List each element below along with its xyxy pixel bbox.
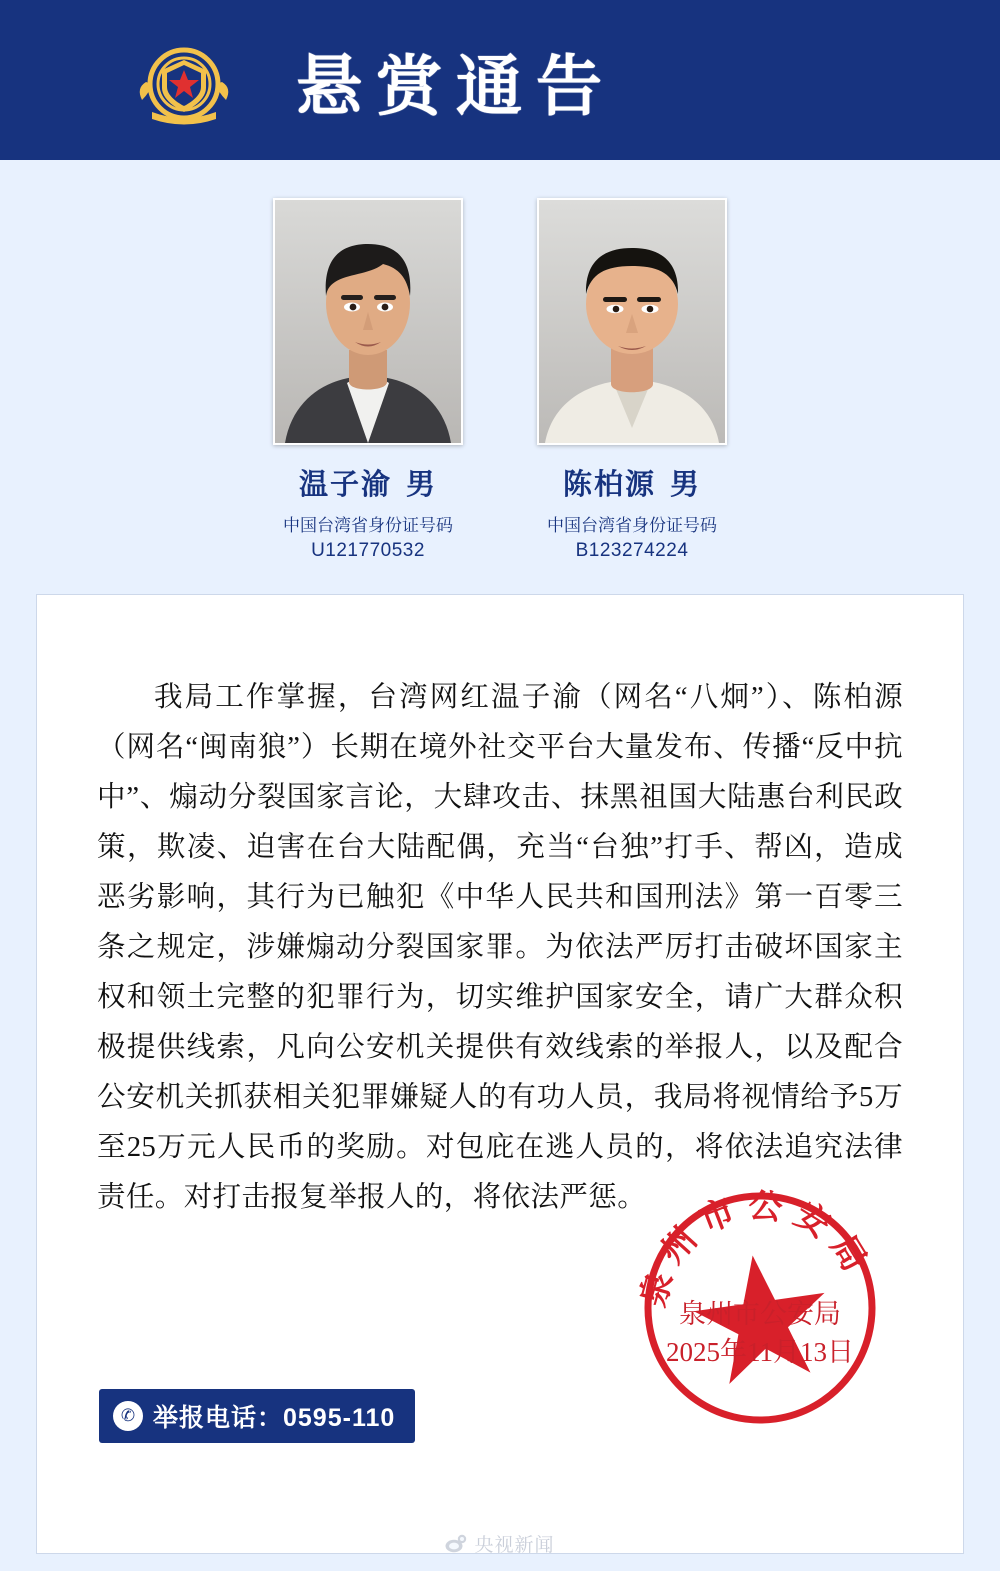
suspect-gender: 男 — [670, 469, 702, 501]
suspect-name: 陈柏源 — [562, 469, 656, 501]
suspect-id-label: 中国台湾省身份证号码 — [283, 516, 453, 535]
suspect-id-label: 中国台湾省身份证号码 — [547, 516, 717, 535]
suspect-photo — [273, 198, 463, 445]
svg-text:2025年11月13日: 2025年11月13日 — [666, 1337, 854, 1367]
suspect-photo — [537, 198, 727, 445]
watermark — [0, 1530, 1000, 1557]
suspect-name-line — [270, 462, 466, 503]
page-title: 悬赏通告 — [296, 48, 616, 123]
official-stamp — [635, 1183, 885, 1433]
suspect-id-number: U121770532 — [311, 540, 425, 561]
svg-text:泉州市公安局: 泉州市公安局 — [679, 1299, 841, 1329]
svg-text:泉州市公安局: 泉州市公安局 — [635, 1187, 878, 1311]
suspect-card — [534, 198, 730, 562]
phone-icon: ✆ — [113, 1401, 143, 1431]
weibo-icon — [445, 1534, 467, 1553]
suspect-name: 温子渝 — [298, 469, 392, 501]
notice-body: 我局工作掌握，台湾网红温子渝（网名“八炯”）、陈柏源（网名“闽南狼”）长期在境外社交平台大量发布、传播“反中抗中”、煽动分裂国家言论，大肆攻击、抹黑祖国大陆惠台利民政策，欺凌、迫害在台大陆配偶，充当“台独”打手、帮凶，造成恶劣影响，其行为已触犯《中华人民共和国刑法》第一百零三条之规定，涉嫌煽动分裂国家罪。为依法严厉打击破坏国家主权和领土完整的犯罪行为，切实维护国家安全，请广大群众积极提供线索，凡向公安机关提供有效线索的举报人，以及配合公安机关抓获相关犯罪嫌疑人的有功人员，我局将视情给予5万至25万元人民币的奖励。对包庇在逃人员的，将依法追究法律责任。对打击报复举报人的，将依法严惩。 — [97, 682, 903, 1213]
page-header — [0, 0, 1000, 160]
suspect-id-number: B123274224 — [575, 540, 689, 561]
suspect-card — [270, 198, 466, 562]
hotline-label: 举报电话：0595-110 — [153, 1404, 396, 1432]
suspect-name-line — [534, 462, 730, 503]
suspect-gender: 男 — [406, 469, 438, 501]
suspects-row — [0, 160, 1000, 562]
police-emblem-icon — [130, 26, 238, 134]
report-hotline-badge[interactable] — [99, 1389, 415, 1443]
watermark-text: 央视新闻 — [474, 1535, 555, 1556]
notice-card — [36, 594, 964, 1554]
